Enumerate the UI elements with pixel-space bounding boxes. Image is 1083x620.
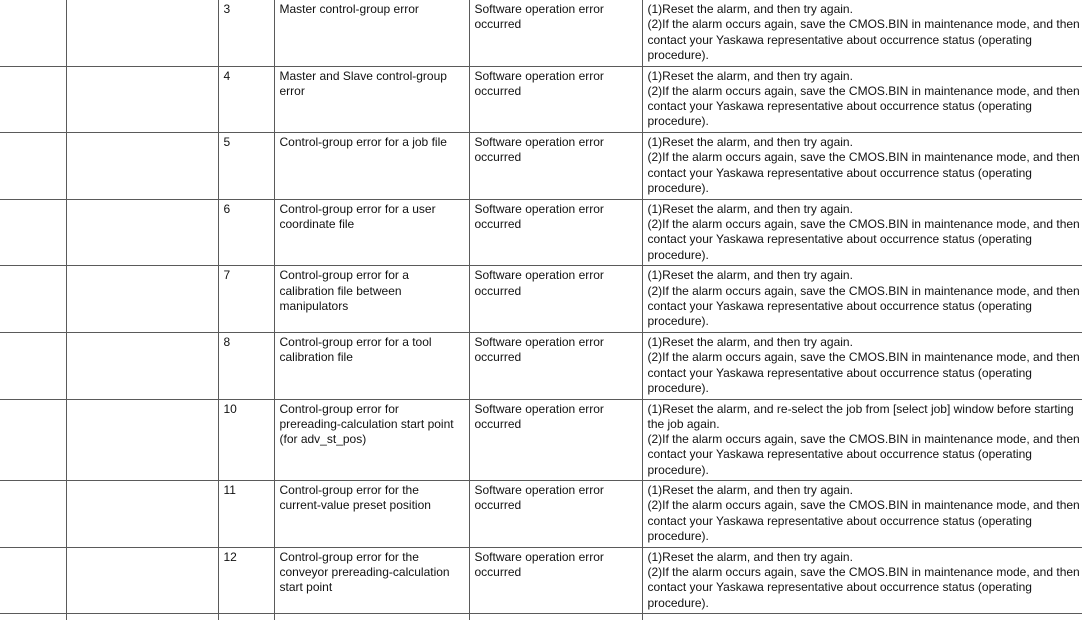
remedy-line: (1)Reset the alarm, and then try again. <box>647 268 853 283</box>
remedy-cell <box>642 547 1082 614</box>
sub-code-cell <box>218 133 274 200</box>
alarm-name-cell <box>66 547 218 614</box>
meaning-cell <box>274 332 469 399</box>
meaning-text: Control-group error for the conveyor prereading-calculation start point <box>279 549 450 595</box>
cause-text: Software operation error occurred <box>474 549 604 580</box>
cause-cell <box>469 0 642 66</box>
alarm-row <box>0 547 1082 614</box>
sub-code-cell <box>218 332 274 399</box>
remedy-cell <box>642 66 1082 133</box>
alarm-row <box>0 332 1082 399</box>
alarm-number-cell <box>0 481 66 548</box>
sub-code: 3 <box>223 2 231 16</box>
meaning-text: Control-group error for prereading-calculation start point (for adv_st_pos) <box>279 401 454 447</box>
alarm-name-cell <box>66 266 218 333</box>
sub-code: 8 <box>223 334 231 349</box>
meaning-cell <box>274 199 469 266</box>
remedy-line: (2)If the alarm occurs again, save the CMOS.BIN in maintenance mode, and then contact your Yaskawa representative about occurrence status (operating procedure). <box>647 350 1080 395</box>
alarm-number-cell <box>0 199 66 266</box>
alarm-name-cell <box>66 66 218 133</box>
meaning-cell <box>274 481 469 548</box>
table-continuation-row <box>0 614 1082 620</box>
remedy-cell <box>642 199 1082 266</box>
sub-code: 7 <box>223 268 231 283</box>
remedy-cell <box>642 0 1082 66</box>
continuation-cell <box>218 614 274 620</box>
meaning-cell <box>274 0 469 66</box>
alarm-name-cell <box>66 199 218 266</box>
remedy-line: (2)If the alarm occurs again, save the CMOS.BIN in maintenance mode, and then contact your Yaskawa representative about occurrence status (operating procedure). <box>647 217 1080 262</box>
sub-code-cell <box>218 0 274 66</box>
remedy-cell <box>642 133 1082 200</box>
sub-code: 10 <box>223 401 237 416</box>
remedy-line: (2)If the alarm occurs again, save the CMOS.BIN in maintenance mode, and then contact your Yaskawa representative about occurrence status (operating procedure). <box>647 17 1080 62</box>
meaning-text: Control-group error for a calibration file between manipulators <box>279 268 409 313</box>
meaning-cell <box>274 133 469 200</box>
alarm-row <box>0 66 1082 133</box>
cause-text: Software operation error occurred <box>474 334 604 365</box>
alarm-row <box>0 199 1082 266</box>
cause-cell <box>469 133 642 200</box>
remedy-line: (1)Reset the alarm, and then try again. <box>647 135 853 150</box>
sub-code: 11 <box>223 483 236 498</box>
continuation-cell <box>0 614 66 620</box>
cause-text: Software operation error occurred <box>474 483 604 513</box>
alarm-number-cell <box>0 399 66 481</box>
alarm-number-cell <box>0 133 66 200</box>
alarm-name-cell <box>66 481 218 548</box>
cause-cell <box>469 399 642 481</box>
cause-text: Software operation error occurred <box>474 68 604 98</box>
cause-cell <box>469 66 642 133</box>
alarm-number-cell <box>0 66 66 133</box>
remedy-line: (1)Reset the alarm, and then try again. <box>647 334 853 349</box>
sub-code: 4 <box>223 68 231 83</box>
remedy-line: (2)If the alarm occurs again, save the CMOS.BIN in maintenance mode, and then contact your Yaskawa representative about occurrence status (operating procedure). <box>647 150 1080 196</box>
remedy-line: (1)Reset the alarm, and then try again. <box>647 68 853 83</box>
alarm-row <box>0 399 1082 481</box>
continuation-cell <box>66 614 218 620</box>
remedy-cell <box>642 399 1082 481</box>
cause-cell <box>469 547 642 614</box>
continuation-cell <box>642 614 1082 620</box>
cause-text: Software operation error occurred <box>474 135 604 165</box>
alarm-row <box>0 481 1082 548</box>
remedy-line: (1)Reset the alarm, and then try again. <box>647 549 853 564</box>
remedy-line: (2)If the alarm occurs again, save the CMOS.BIN in maintenance mode, and then contact your Yaskawa representative about occurrence status (operating procedure). <box>647 83 1080 129</box>
meaning-text: Control-group error for the current-value preset position <box>279 483 431 513</box>
meaning-text: Control-group error for a user coordinate file <box>279 201 436 232</box>
sub-code-cell <box>218 399 274 481</box>
meaning-text: Control-group error for a job file <box>279 135 447 150</box>
alarm-number-cell <box>0 266 66 333</box>
remedy-line: (2)If the alarm occurs again, save the CMOS.BIN in maintenance mode, and then contact your Yaskawa representative about occurrence status (operating procedure). <box>647 283 1080 329</box>
cause-text: Software operation error occurred <box>474 2 604 32</box>
sub-code-cell <box>218 547 274 614</box>
sub-code: 12 <box>223 549 237 564</box>
alarm-name-cell <box>66 0 218 66</box>
sub-code-cell <box>218 266 274 333</box>
sub-code-cell <box>218 481 274 548</box>
sub-code: 5 <box>223 135 231 150</box>
remedy-line: (1)Reset the alarm, and then try again. <box>647 201 853 216</box>
alarm-number-cell <box>0 0 66 66</box>
cause-cell <box>469 199 642 266</box>
cause-cell <box>469 332 642 399</box>
sub-code: 6 <box>223 201 231 216</box>
alarm-name-cell <box>66 399 218 481</box>
continuation-cell <box>469 614 642 620</box>
meaning-cell <box>274 547 469 614</box>
continuation-cell <box>274 614 469 620</box>
cause-text: Software operation error occurred <box>474 201 604 232</box>
meaning-cell <box>274 266 469 333</box>
sub-code-cell <box>218 66 274 133</box>
cause-text: Software operation error occurred <box>474 268 604 298</box>
remedy-cell <box>642 266 1082 333</box>
remedy-cell <box>642 332 1082 399</box>
alarm-row <box>0 266 1082 333</box>
sub-code-cell <box>218 199 274 266</box>
meaning-text: Master and Slave control-group error <box>279 68 447 98</box>
remedy-line: (1)Reset the alarm, and re-select the job from [select job] window before starting the job again. <box>647 401 1074 431</box>
remedy-cell <box>642 481 1082 548</box>
cause-text: Software operation error occurred <box>474 401 604 431</box>
alarm-row <box>0 133 1082 200</box>
alarm-number-cell <box>0 332 66 399</box>
remedy-line: (2)If the alarm occurs again, save the CMOS.BIN in maintenance mode, and then contact your Yaskawa representative about occurrence status (operating procedure). <box>647 498 1080 544</box>
remedy-line: (1)Reset the alarm, and then try again. <box>647 2 853 16</box>
meaning-cell <box>274 66 469 133</box>
remedy-line: (2)If the alarm occurs again, save the CMOS.BIN in maintenance mode, and then contact your Yaskawa representative about occurrence status (operating procedure). <box>647 432 1080 477</box>
meaning-cell <box>274 399 469 481</box>
cause-cell <box>469 266 642 333</box>
alarm-row <box>0 0 1082 66</box>
meaning-text: Master control-group error <box>279 2 419 16</box>
remedy-line: (2)If the alarm occurs again, save the CMOS.BIN in maintenance mode, and then contact your Yaskawa representative about occurrence status (operating procedure). <box>647 565 1080 610</box>
alarm-name-cell <box>66 332 218 399</box>
alarm-name-cell <box>66 133 218 200</box>
meaning-text: Control-group error for a tool calibration file <box>279 334 432 365</box>
alarm-number-cell <box>0 547 66 614</box>
remedy-line: (1)Reset the alarm, and then try again. <box>647 483 853 498</box>
cause-cell <box>469 481 642 548</box>
